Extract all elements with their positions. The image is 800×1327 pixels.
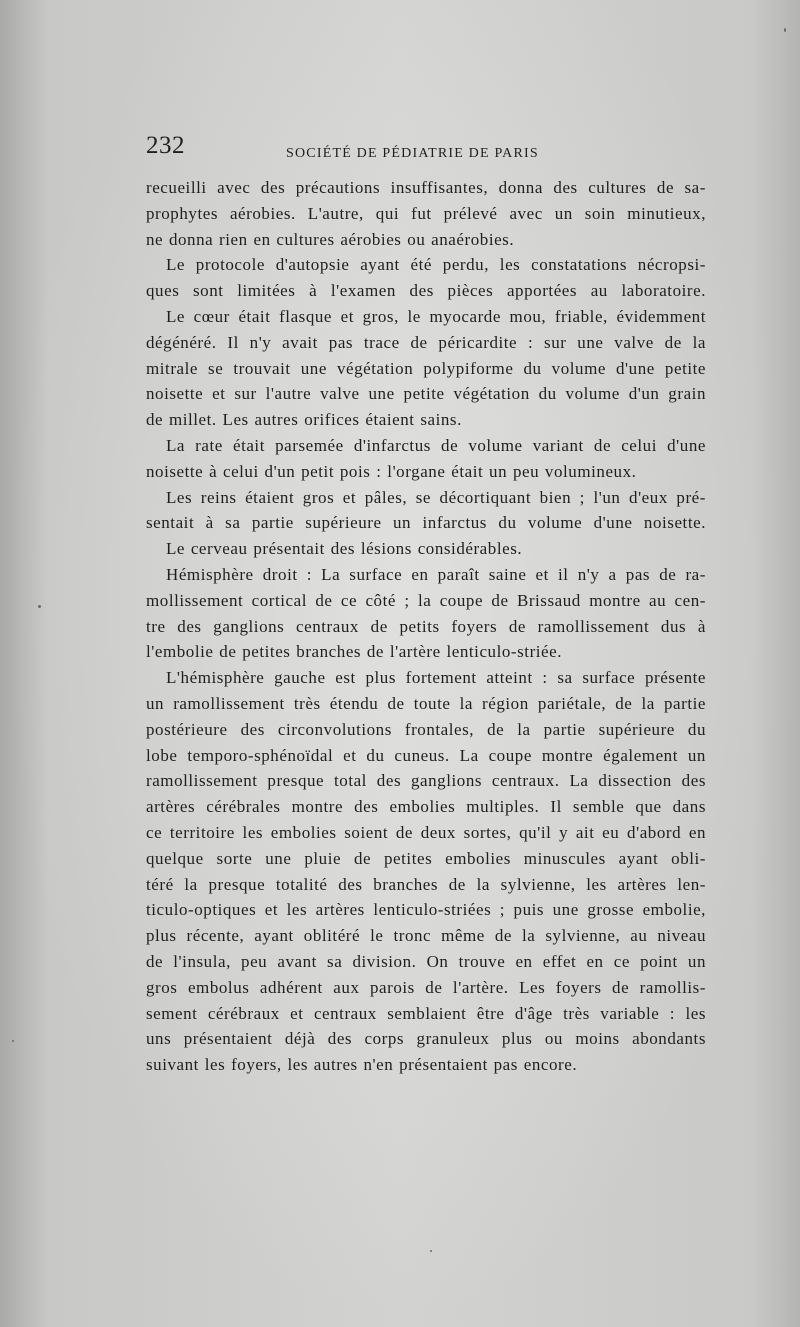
text-line: ne donna rien en cultures aérobies ou anaérobies. [146, 229, 515, 249]
text-line: noisette et sur l'autre valve une petite végétation du volume d'un grain [146, 384, 706, 404]
text-line: gros embolus adhérent aux parois de l'artère. Les foyers de ramollis- [146, 977, 706, 997]
text-line: l'embolie de petites branches de l'artère lenticulo-striée. [146, 642, 563, 662]
text-line: Le cerveau présentait des lésions considérables. [166, 539, 523, 559]
text-line: ticulo-optiques et les artères lenticulo-striées ; puis une grosse embolie, [146, 900, 706, 920]
running-head: SOCIÉTÉ DE PÉDIATRIE DE PARIS [286, 146, 539, 161]
text-line: La rate était parsemée d'infarctus de volume variant de celui d'une [166, 435, 706, 455]
text-line: mollissement cortical de ce côté ; la coupe de Brissaud montre au cen- [146, 590, 706, 610]
text-line: plus récente, ayant oblitéré le tronc même de la sylvienne, au niveau [146, 926, 706, 946]
paper-speck [12, 1040, 14, 1042]
paragraph [146, 304, 706, 433]
text-line: de millet. Les autres orifices étaient sains. [146, 410, 462, 430]
text-line: un ramollissement très étendu de toute la région pariétale, de la partie [146, 693, 706, 713]
text-line: recueilli avec des précautions insuffisantes, donna des cultures de sa- [146, 178, 706, 197]
page-header [146, 130, 602, 166]
text-line: sement cérébraux et centraux semblaient être d'âge très variable : les [146, 1003, 706, 1023]
text-line: artères cérébrales montre des embolies multiples. Il semble que dans [146, 797, 706, 817]
text-line: Hémisphère droit : La surface en paraît saine et il n'y a pas de ra- [166, 564, 706, 584]
paragraph [146, 175, 706, 252]
text-line: noisette à celui d'un petit pois : l'organe était un peu volumineux. [146, 461, 637, 481]
text-line: tre des ganglions centraux de petits foyers de ramollissement dus à [146, 616, 706, 636]
paragraph [146, 665, 706, 1078]
text-line: Le protocole d'autopsie ayant été perdu, les constatations nécropsi- [166, 255, 706, 275]
text-line: téré la presque totalité des branches de la sylvienne, les artères len- [146, 874, 706, 894]
paragraph [146, 562, 706, 665]
paragraph [146, 485, 706, 537]
text-line: suivant les foyers, les autres n'en présentaient pas encore. [146, 1055, 578, 1075]
paragraph [146, 536, 706, 562]
paper-speck [430, 1250, 432, 1252]
text-line: ramollissement presque total des ganglions centraux. La dissection des [146, 771, 706, 791]
paper-speck [38, 605, 41, 608]
text-line: quelque sorte une pluie de petites embolies minuscules ayant obli- [146, 848, 706, 868]
text-line: dégénéré. Il n'y avait pas trace de péricardite : sur une valve de la [146, 332, 706, 352]
text-line: postérieure des circonvolutions frontales, de la partie supérieure du [146, 719, 706, 739]
text-line: ce territoire les embolies soient de deux sortes, qu'il y ait eu d'abord en [146, 822, 706, 842]
paragraph [146, 252, 706, 304]
text-line: prophytes aérobies. L'autre, qui fut prélevé avec un soin minutieux, [146, 203, 706, 223]
text-line: ques sont limitées à l'examen des pièces apportées au laboratoire. [146, 281, 706, 301]
text-line: uns présentaient déjà des corps granuleux plus ou moins abondants [146, 1029, 706, 1049]
paragraph [146, 433, 706, 485]
page-number: 232 [146, 132, 185, 159]
text-line: mitrale se trouvait une végétation polypiforme du volume d'une petite [146, 358, 706, 378]
body-text [146, 175, 706, 1078]
text-line: L'hémisphère gauche est plus fortement atteint : sa surface présente [166, 668, 706, 688]
text-line: sentait à sa partie supérieure un infarctus du volume d'une noisette. [146, 513, 706, 533]
paper-speck [784, 28, 786, 32]
text-line: Le cœur était flasque et gros, le myocarde mou, friable, évidemment [166, 306, 706, 326]
text-line: de l'insula, peu avant sa division. On trouve en effet en ce point un [146, 951, 706, 971]
text-line: lobe temporo-sphénoïdal et du cuneus. La coupe montre également un [146, 745, 706, 765]
text-line: Les reins étaient gros et pâles, se décortiquant bien ; l'un d'eux pré- [166, 487, 706, 507]
